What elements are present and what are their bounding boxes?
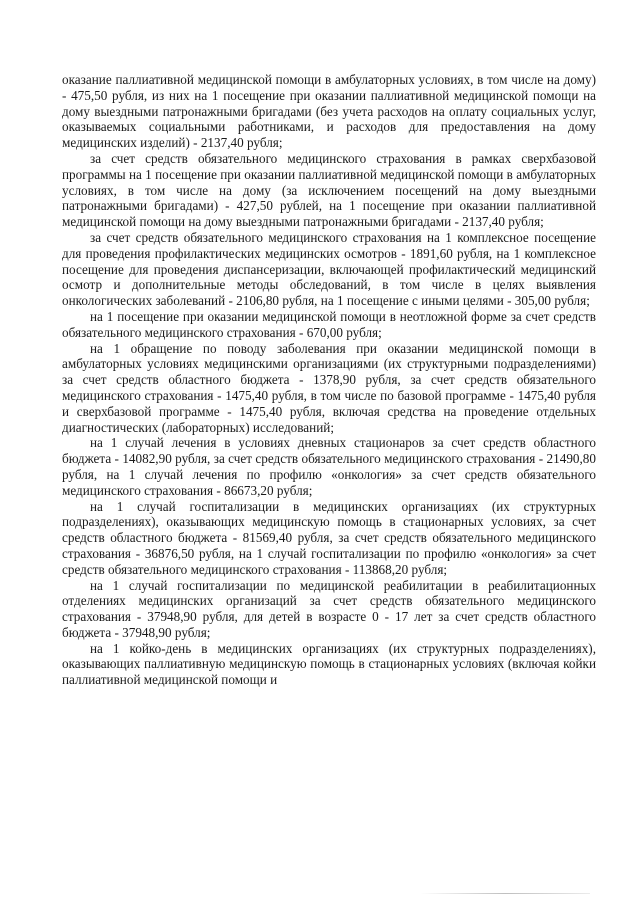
scan-artifact-line: [420, 893, 590, 894]
document-body: [62, 72, 596, 688]
paragraph-9: на 1 койко-день в медицинских организациях (их структурных подразделениях), оказывающих паллиативную медицинскую помощь в стационарных условиях (включая койки паллиативной медицинской помощи и: [62, 640, 596, 688]
paragraph-2: за счет средств обязательного медицинского страхования в рамках сверхбазовой программы на 1 посещение при оказании паллиативной медицинской помощи в амбулаторных условиях, в том числе на дому (за исключением посещений на дому выездными патронажными бригадами) - 427,50 рублей, на 1 посещение при оказании паллиативной медицинской помощи на дому выездными патронажными бригадами - 2137,40 рубля;: [62, 150, 596, 230]
paragraph-5: на 1 обращение по поводу заболевания при оказании медицинской помощи в амбулаторных условиях медицинскими организациями (их структурными подразделениями) за счет средств областного бюджета - 1378,90 рубля, за счет средств обязательного медицинского страхования - 1475,40 рубля, в том числе по базовой программе - 1475,40 рубля и сверхбазовой программе - 1475,40 рубля, включая средства на проведение отдельных диагностических (лабораторных) исследований;: [62, 340, 596, 435]
paragraph-7: на 1 случай госпитализации в медицинских организациях (их структурных подразделениях), оказывающих медицинскую помощь в стационарных условиях, за счет средств областного бюджета - 81569,40 рубля, за счет средств обязательного медицинского страхования - 36876,50 рубля, на 1 случай госпитализации по профилю «онкология» за счет средств обязательного медицинского страхования - 113868,20 рубля;: [62, 498, 596, 577]
paragraph-6: на 1 случай лечения в условиях дневных стационаров за счет средств областного бюджета - 14082,90 рубля, за счет средств обязательного медицинского страхования - 21490,80 рубля, на 1 случай лечения по профилю «онкология» за счет средств обязательного медицинского страхования - 86673,20 рубля;: [62, 435, 596, 498]
paragraph-4: на 1 посещение при оказании медицинской помощи в неотложной форме за счет средств обязательного медицинского страхования - 670,00 рубля;: [62, 308, 596, 340]
paragraph-3: за счет средств обязательного медицинского страхования на 1 комплексное посещение для проведения профилактических медицинских осмотров - 1891,60 рубля, на 1 комплексное посещение для проведения диспансеризации, включающей профилактический медицинский осмотр и дополнительные методы обследований, в том числе в целях выявления онкологических заболеваний - 2106,80 рубля, на 1 посещение с иными целями - 305,00 рубля;: [62, 229, 596, 309]
paragraph-1: оказание паллиативной медицинской помощи в амбулаторных условиях, в том числе на дому) - 475,50 рубля, из них на 1 посещение при оказании паллиативной медицинской помощи на дому выездными патронажными бригадами (без учета расходов на оплату социальных услуг, оказываемых социальными работниками, и расходов для предоставления на дому медицинских изделий) - 2137,40 рубля;: [62, 72, 596, 151]
paragraph-8: на 1 случай госпитализации по медицинской реабилитации в реабилитационных отделениях медицинских организаций за счет средств обязательного медицинского страхования - 37948,90 рубля, для детей в возрасте 0 - 17 лет за счет средств областного бюджета - 37948,90 рубля;: [62, 577, 596, 640]
